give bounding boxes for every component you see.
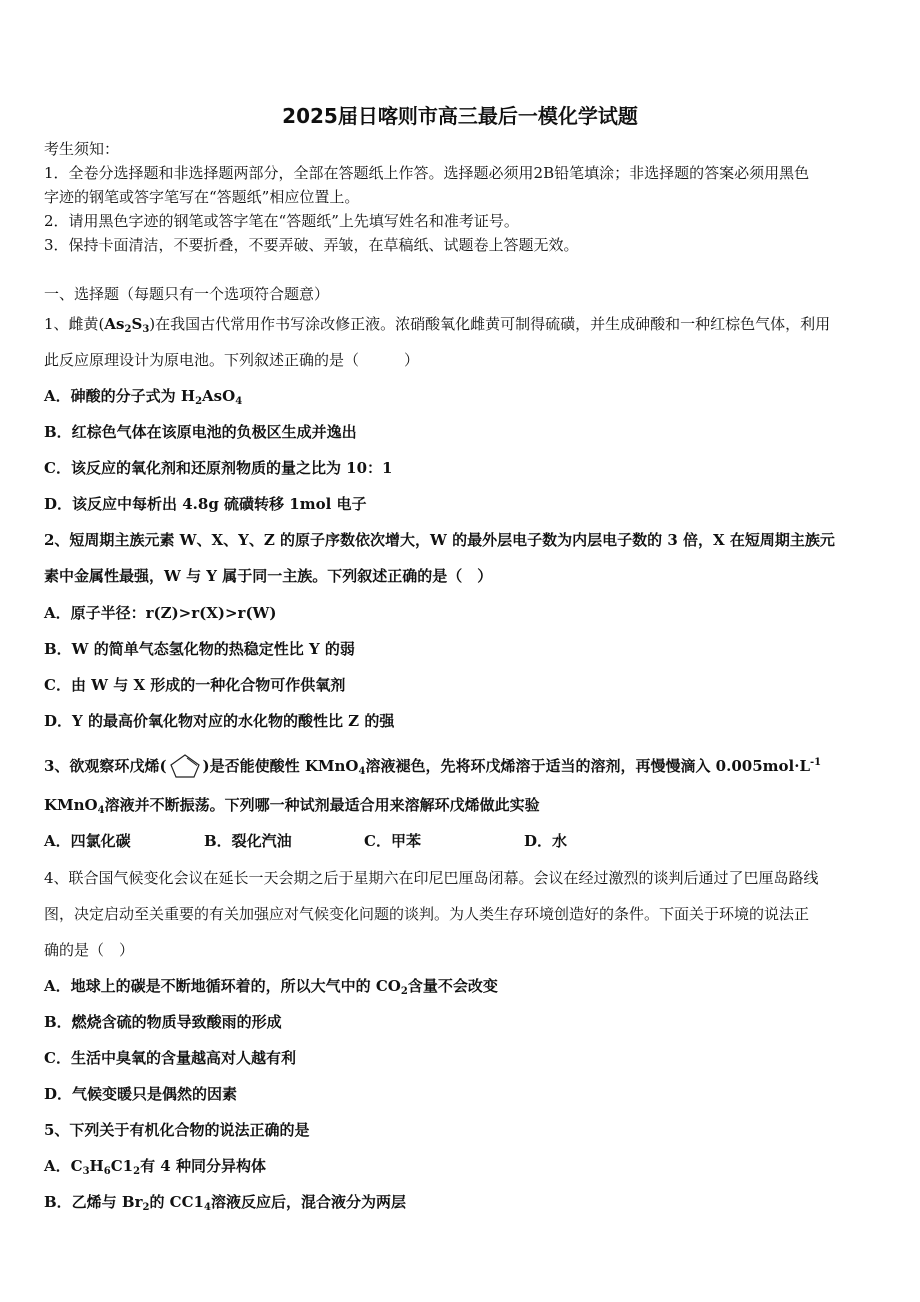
section-heading: 一、选择题（每题只有一个选项符合题意） [44, 285, 330, 303]
notice-heading: 考生须知： [44, 140, 120, 158]
question-4-stem-cont: 确的是（ ） [44, 941, 135, 959]
question-2-option-b: B．W 的简单气态氢化物的热稳定性比 Y 的弱 [44, 640, 355, 658]
question-5-stem: 5、下列关于有机化合物的说法正确的是 [44, 1121, 310, 1139]
question-2-option-c: C．由 W 与 X 形成的一种化合物可作供氧剂 [44, 676, 346, 694]
question-1-option-a: A．砷酸的分子式为 $H_2AsO_4$ [44, 387, 243, 407]
question-3-stem: 3、欲观察环戊烯( )是否能使酸性 KMnO$_4$溶液褪色，先将环戊烯溶于适当的溶剂，再慢慢滴入 $0.005mol\cdot L^{-1}$ [44, 753, 821, 779]
question-1-option-d: D．该反应中每析出 4.8g 硫磺转移 1mol 电子 [44, 495, 367, 513]
question-2-stem-cont: 素中金属性最强，W 与 Y 属于同一主族。下列叙述正确的是（ ） [44, 567, 493, 585]
notice-item: 2．请用黑色字迹的钢笔或答字笔在“答题纸”上先填写姓名和准考证号。 [44, 212, 519, 230]
question-3-option-a: A．四氯化碳 [44, 832, 131, 850]
question-2-stem: 2、短周期主族元素 W、X、Y、Z 的原子序数依次增大，W 的最外层电子数为内层电子数的 3 倍，X 在短周期主族元 [44, 531, 835, 549]
question-1-option-b: B．红棕色气体在该原电池的负极区生成并逸出 [44, 423, 357, 441]
question-1-option-c: C．该反应的氧化剂和还原剂物质的量之比为 10：1 [44, 459, 393, 477]
notice-item: 3．保持卡面清洁，不要折叠，不要弄破、弄皱，在草稿纸、试题卷上答题无效。 [44, 236, 579, 254]
question-1-stem: 1、雌黄$(As_2S_3)$在我国古代常用作书写涂改修正液。浓硝酸氧化雌黄可制得硫磺，并生成砷酸和一种红棕色气体，利用 [44, 315, 831, 335]
question-4-option-b: B．燃烧含硫的物质导致酸雨的形成 [44, 1013, 282, 1031]
notice-item: 字迹的钢笔或答字笔写在“答题纸”相应位置上。 [44, 188, 360, 206]
notice-item: 1．全卷分选择题和非选择题两部分，全部在答题纸上作答。选择题必须用2B铅笔填涂；非选择题的答案必须用黑色 [44, 164, 810, 182]
question-4-stem-cont: 图，决定启动至关重要的有关加强应对气候变化问题的谈判。为人类生存环境创造好的条件。下面关于环境的说法正 [44, 905, 810, 923]
question-5-option-a: A．$C_3H_6C1_2$有 4 种同分异构体 [44, 1157, 266, 1177]
question-4-option-a: A．地球上的碳是不断地循环着的，所以大气中的 $CO_2$含量不会改变 [44, 977, 498, 997]
question-2-option-a: A．原子半径：r(Z)>r(X)>r(W) [44, 604, 277, 622]
question-4-stem: 4、联合国气候变化会议在延长一天会期之后于星期六在印尼巴厘岛闭幕。会议在经过激烈的谈判后通过了巴厘岛路线 [44, 869, 819, 887]
question-2-option-d: D．Y 的最高价氧化物对应的水化物的酸性比 Z 的强 [44, 712, 395, 730]
cyclopentene-structure-icon [168, 753, 202, 779]
question-3-option-b: B．裂化汽油 [204, 832, 292, 850]
question-5-option-b: B．乙烯与 $Br_2$的 $CC1_4$溶液反应后，混合液分为两层 [44, 1193, 406, 1213]
question-4-option-d: D．气候变暖只是偶然的因素 [44, 1085, 238, 1103]
question-3-option-c: C．甲苯 [364, 832, 421, 850]
question-4-option-c: C．生活中臭氧的含量越高对人越有利 [44, 1049, 296, 1067]
question-3-option-d: D．水 [524, 832, 568, 850]
question-3-stem-cont: KMnO$_4$溶液并不断振荡。下列哪一种试剂最适合用来溶解环戊烯做此实验 [44, 796, 540, 816]
page-title: 2025届日喀则市高三最后一模化学试题 [282, 104, 638, 128]
question-1-stem-cont: 此反应原理设计为原电池。下列叙述正确的是（ ） [44, 351, 420, 369]
